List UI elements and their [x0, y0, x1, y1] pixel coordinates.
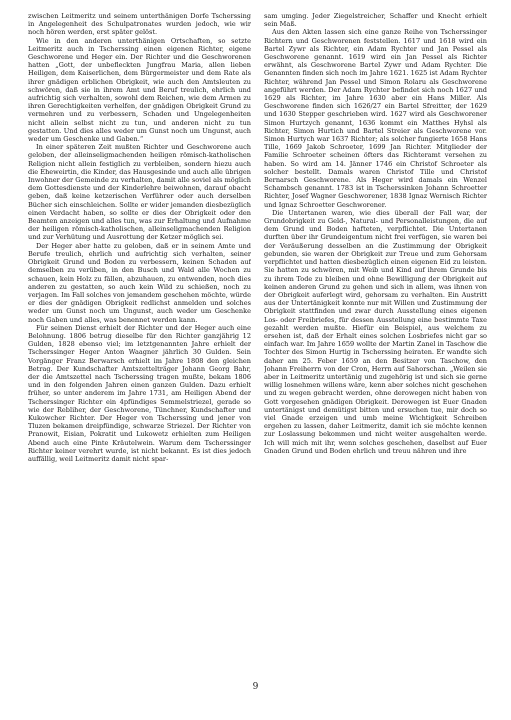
paragraph: sam umging. Jeder Ziegelstreicher, Schaffer und Knecht erhielt sein Maß. [264, 12, 487, 29]
left-column [28, 12, 251, 677]
paragraph: In einer späteren Zeit mußten Richter und Geschworene auch geloben, der alleinseligmachenden heiligen römisch-katholischen Religion nicht allein festiglich zu verbleiben, sondern hiezu auch die Eheweirtin, die Kinder, das Hausgesinde und auch alle übrigen Inwohner der Gemeinde zu verhalten, damit alle soviel als möglich dem Gottesdienste und der Kinderlehre beiwohnen, darauf obacht geben, daß keine ketzerischen Verführer oder auch derselben Bücher sich einschleichen. Sollte er wider jemanden diesbezüglich einen Verdacht haben, so sollte er dies der Obrigkeit oder den Beamten anzeigen und alles tun, was zur Erhaltung und Aufnahme der heiligen römisch-katholischen, alleinseligmachenden Religion und zur Verhütung und Ausrottung der Ketzer möglich sei. [28, 143, 251, 242]
text-columns [28, 12, 487, 677]
paragraph: Wie in den anderen unterthänigen Ortschaften, so setzte Leitmeritz auch in Tscherssing einen eigenen Richter, eigene Geschworene und Heger ein. Der Richter und die Geschworenen hatten „Gott, der unbefleckten Jungfrau Maria, allen lieben Heiligen, dem Kaiserlichen, dem Bürgermeister und dem Rate als ihrer gnädigen erblichen Obrigkeit, wie auch den Amtsleuten zu schwören, daß sie in ihrem Amt und Beruf treulich, ehrlich und aufrichtig sich verhalten, sowohl dem Reichen, wie dem Armen zu ihren Gerechtigkeiten verhelfen, der gnädigen Obrigkeit Grund zu vermehren und zu verbessern, Schaden und Ungelegenheiten nicht allein selbst nicht zu tun, und anderen nicht zu tun gestatten. Und dies alles weder um Gunst noch um Ungunst, auch weder um Geschenke und Gaben.“ [28, 36, 251, 144]
paragraph: Die Untertanen waren, wie dies überall der Fall war, der Grundobrigkeit zu Geld-, Natural- und Personalleistungen, die auf dem Grund und Boden hafteten, verpflichtet. Die Untertanen durften über ihr Grundeigentum nicht frei verfügen, sie waren bei der Veräußerung desselben an die Zustimmung der Obrigkeit gebunden, sie waren der Obrigkeit zur Treue und zum Gehorsam verpflichtet und hatten diesbezüglich einen eigenen Eid zu leisten. Sie hatten zu schwören, mit Weib und Kind auf ihrem Grunde bis zu ihrem Tode zu bleiben und ohne Bewilligung der Obrigkeit auf keinen anderen Grund zu gehen und sich in allem, was ihnen von der Obrigkeit auferlegt wird, gehorsam zu verhalten. Ein Austritt aus der Untertänigkeit konnte nur mit Willen und Zustimmung der Obrigkeit stattfinden und zwar durch Ausstellung eines eigenen Los- oder Freibriefes, für dessen Ausstellung eine bestimmte Taxe gezahlt werden mußte. Hiefür ein Beispiel, aus welchem zu ersehen ist, daß der Erhalt eines solchen Losbriefes nicht gar so einfach war. Im Jahre 1659 wollte der Martin Zanel in Taschow die Tochter des Simon Hurtig in Tscherssing heiraten. Er wandte sich daher am 25. Feber 1659 an den Besitzer von Taschow, den Johann Freiherrn von der Cron, Herrn auf Sahorschan. „Weilen sie aber in Leitmeritz untertänig und zugehörig ist und sich sie gerne willig losnehmen willens wäre, kenn aber solches nicht geschehen und zu wegen gebracht werden, ohne derowegen nicht haben von Gott vorgesehen gnädigen Obrigkeit. Derowegen ist Euer Gnaden untertänigst und demütigst bitten und ersuchen tue, mir doch so viel Gnade erzeigen und umb meine Wichtigkeit Schreiben ergehen zu lassen, daher Leitmeritz, damit ich sie möchte kennen zur Loslassung bekommen und nicht weiter ausgehalten werde. Ich will mich mit ihr, wenn solches geschehen, daselbst auf Euer Gnaden Grund und Boden ehrlich und treuu nähren und ihre [264, 208, 487, 455]
right-column [264, 12, 487, 677]
paragraph: Aus den Akten lassen sich eine ganze Reihe von Tscherssinger Richtern und Geschworenen feststellen. 1617 und 1618 wird ein Bartel Zywr als Richter, ein Adam Rychter und Jan Pessel als Geschworene genannt. 1619 wird ein Jan Pessel als Richter erwähnt, als Geschworene Bartel Zywr und Adam Rychter. Die Genannten finden sich noch im Jahre 1621. 1625 ist Adam Rychter Richter, während Jan Pessel und Simon Rolaru als Geschworene angeführt werden. Der Adam Rychter befindet sich noch 1627 und 1629 als Richter, im Jahre 1630 aber ein Hans Miller. Als Geschworene finden sich 1626/27 ein Bartel Sfreitter, der 1629 und 1630 Stepper geschrieben wird. 1627 wird als Geschworener Simon Hurtzych genannt, 1636 kommt ein Matthes Hyhsl als Richter, Simon Hurtich und Bartel Streier als Geschworene vor. Simon Hurtych war 1637 Richter; als solcher fungierte 1658 Hans Tille, 1669 Jakob Schroeter, 1699 Jan Richter. Mitglieder der Familie Schroeter scheinen öfters das Richteramt versehen zu haben. So wird am 14. Jänner 1746 ein Christof Schroeter als solcher bestellt. Damals waren Christof Tille und Christof Bernarsch Geschworene. Als Heger wird damals ein Wenzel Schambsch genannt. 1783 ist in Tscherssinken Johann Schroetter Richter, Josef Wagner Geschworener, 1838 Ignaz Wernisch Richter und Ignaz Schroetter Geschworener. [264, 28, 487, 209]
paragraph: Für seinen Dienst erhielt der Richter und der Heger auch eine Belohnung. 1806 betrug dieselbe für den Richter ganzjährig 12 Gulden, 1828 ebenso viel; im letztgenannten Jahre erhielt der Tscherssinger Heger Anton Waagner jährlich 30 Gulden. Sein Vorgänger Franz Berwarsch erhielt im Jahre 1808 den gleichen Betrag. Der Kundschafter Amtszettelträger Johann Georg Bahr, der die Amtszettel nach Tscherssing tragen mußte, bekam 1806 und in den folgenden Jahren einen ganzen Gulden. Dazu erhielt früher, so unter anderem im Jahre 1731, am Heiligen Abend der Tscherssinger Richter ein 4pfündiges Semmelstriezel, gerade so wie der Rebliher, der Geschworene, Tünchner, Kundschafter und Kukowcher Richter. Der Heger von Tscherssing und jener von Tluzen bekamen dreipfündige, schwarze Striezel. Der Richter von Pranowit, Eisian, Pokratit und Lukowetz erhielten zum Heiligen Abend auch eine Pinte Kräutelwein. Warum dem Tscherssinger Richter keiner verehrt wurde, ist nicht bekannt. Es ist dies jedoch auffällig, weil Leitmeritz damit nicht spar- [28, 323, 251, 463]
paragraph: Der Heger aber hatte zu geloben, daß er in seinem Amte und Berufe treulich, ehrlich und aufrichtig sich verhalten, seiner Obrigkeit Grund und Boden zu verbessern, keinen Schaden auf demselben zu verüben, in den Busch und Wald alle Wochen zu schauen, kein Holz zu fällen, abzuhauen, zu entwenden, noch dies anderen zu gestatten, so auch kein Wild zu schießen, noch zu verjagen. Im Fall solches von jemandem geschehen möchte, würde er dies der gnädigen Obrigkeit redlichst anmelden und solches weder um Gunst noch um Ungunst, auch weder um Geschenke noch Gaben und alles, was benennet werden kann. [28, 241, 251, 324]
paragraph: zwischen Leitmeritz und seinem unterthänigen Dorfe Tscherssing in Angelegenheit des Schulpatronates wurden jedoch, wie wir noch hören werden, erst später gelöst. [28, 12, 251, 37]
page-number: 9 [252, 682, 259, 692]
